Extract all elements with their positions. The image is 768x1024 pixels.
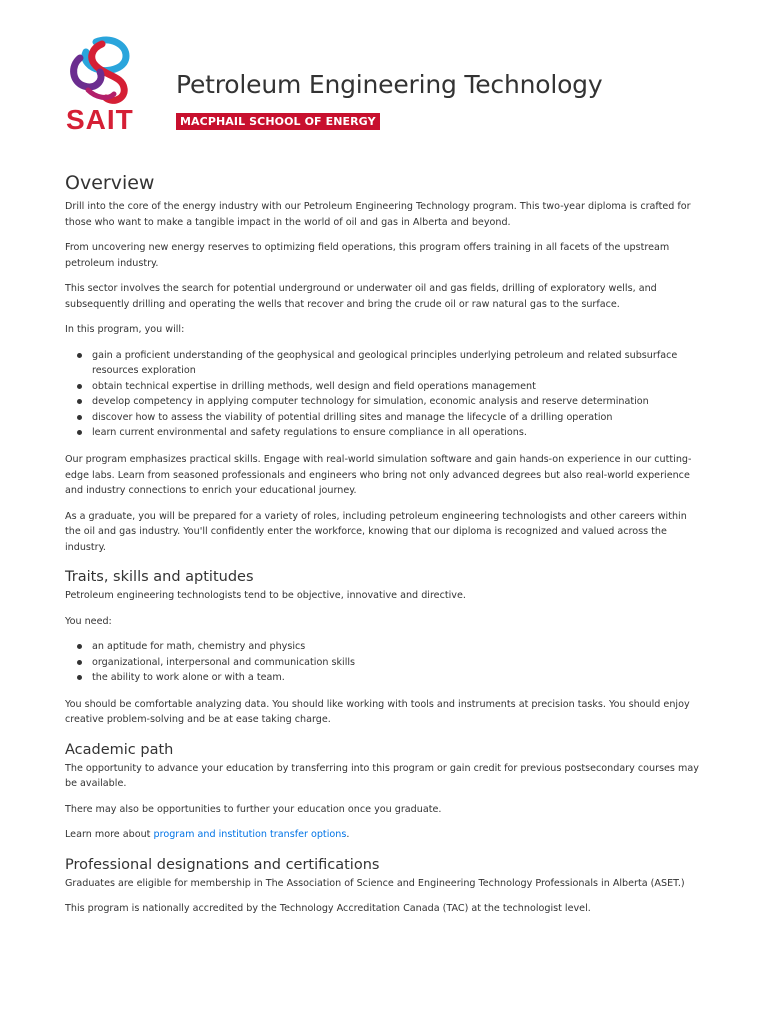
- list-item: an aptitude for math, chemistry and physics: [76, 639, 705, 655]
- list-item: develop competency in applying computer technology for simulation, economic analysis and reserve determination: [76, 394, 705, 410]
- overview-paragraph: As a graduate, you will be prepared for a variety of roles, including petroleum engineering technologists and other careers within the oil and gas industry. You'll confidently enter the workforce, knowing that our diploma is recognized and valued across the industry.: [65, 510, 687, 553]
- list-item: obtain technical expertise in drilling methods, well design and field operations management: [76, 379, 705, 395]
- page-header: [64, 36, 724, 136]
- list-item: learn current environmental and safety regulations to ensure compliance in all operations.: [76, 425, 705, 441]
- logo-wordmark: SAIT: [66, 104, 134, 135]
- overview-paragraph: Our program emphasizes practical skills. Engage with real-world simulation software and gain hands-on experience in our cutting-edge labs. Learn from seasoned professionals and engineers who bring not only advanced degrees but also real-world experience and industry connections to enrich your educational journey.: [65, 454, 692, 497]
- designations-paragraph: Graduates are eligible for membership in The Association of Science and Engineering Technology Professionals in Alberta (ASET.): [65, 877, 685, 889]
- traits-need: You need:: [65, 615, 112, 627]
- list-item: the ability to work alone or with a team.: [76, 670, 705, 686]
- main-content: [65, 172, 705, 927]
- learn-more-prefix: Learn more about: [65, 829, 154, 841]
- list-item: gain a proficient understanding of the geophysical and geological principles underlying petroleum and related subsurface resources exploration: [76, 348, 705, 379]
- learn-more-paragraph: [65, 827, 705, 843]
- overview-paragraph: This sector involves the search for potential underground or underwater oil and gas fields, drilling of exploratory wells, and subsequently drilling and operating the wells that recover and bring the crude oil or raw natural gas to the surface.: [65, 283, 657, 310]
- sait-logo-icon: [66, 36, 134, 106]
- traits-intro: Petroleum engineering technologists tend to be objective, innovative and directive.: [65, 590, 466, 602]
- traits-paragraph: You should be comfortable analyzing data. You should like working with tools and instruments at precision tasks. You should enjoy creative problem-solving and be at ease taking charge.: [65, 698, 690, 726]
- traits-heading: Traits, skills and aptitudes: [65, 569, 254, 586]
- list-item: discover how to assess the viability of potential drilling sites and manage the lifecycle of a drilling operation: [76, 410, 705, 426]
- transfer-options-link[interactable]: program and institution transfer options: [153, 829, 347, 841]
- academic-heading: Academic path: [65, 741, 174, 758]
- overview-heading: Overview: [65, 172, 155, 194]
- school-badge: MACPHAIL SCHOOL OF ENERGY: [176, 113, 380, 130]
- academic-paragraph: The opportunity to advance your education by transferring into this program or gain credit for previous postsecondary courses may be available.: [65, 762, 699, 790]
- overview-paragraph: Drill into the core of the energy industry with our Petroleum Engineering Technology program. This two-year diploma is crafted for those who want to make a tangible impact in the world of oil and gas in Alberta and beyond.: [65, 201, 691, 228]
- overview-paragraph: In this program, you will:: [65, 324, 185, 335]
- program-outcomes-list: [76, 348, 705, 442]
- overview-paragraph: From uncovering new energy reserves to optimizing field operations, this program offers training in all facets of the upstream petroleum industry.: [65, 242, 670, 269]
- traits-list: [76, 639, 705, 686]
- sait-logo[interactable]: [64, 36, 136, 135]
- page-title: Petroleum Engineering Technology: [176, 70, 603, 99]
- learn-more-suffix: .: [346, 829, 350, 841]
- academic-paragraph: There may also be opportunities to further your education once you graduate.: [65, 803, 442, 815]
- designations-paragraph: This program is nationally accredited by the Technology Accreditation Canada (TAC) at the technologist level.: [65, 903, 591, 915]
- designations-heading: Professional designations and certifications: [65, 856, 380, 873]
- list-item: organizational, interpersonal and communication skills: [76, 655, 705, 671]
